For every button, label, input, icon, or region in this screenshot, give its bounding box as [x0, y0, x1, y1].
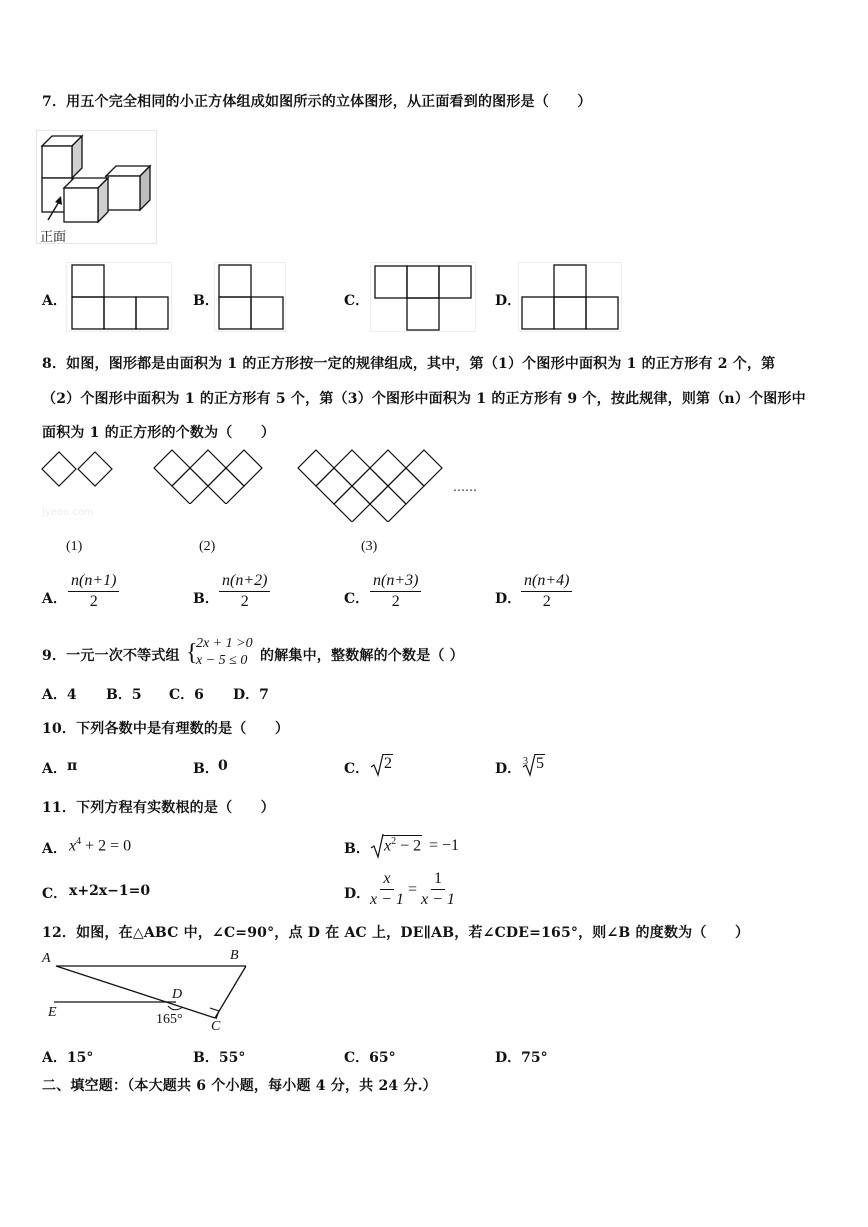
q10-stem: 10．下列各数中是有理数的是（ ）	[42, 721, 290, 737]
q12-triangle-figure	[36, 946, 258, 1038]
q12-option-a: A．15°	[42, 1050, 94, 1066]
q7-option-b-label: B．	[193, 293, 219, 309]
q8-option-c-numerator: n(n+3)	[370, 572, 421, 592]
q8-pattern-2	[152, 448, 264, 504]
q8-pattern-3-label: (3)	[361, 539, 378, 554]
q8-option-b-fraction	[219, 572, 270, 611]
q8-option-a-label: A．	[42, 591, 67, 607]
q7-option-c-label: C．	[344, 293, 370, 309]
front-view-label: 正面	[40, 230, 67, 245]
section-2-title: 二、填空题：（本大题共 6 个小题，每小题 4 分，共 24 分.）	[42, 1078, 437, 1094]
q8-ellipsis: ……	[453, 480, 477, 494]
q11-option-b-exponent: 2	[391, 836, 397, 847]
point-d-label: D	[172, 987, 183, 1002]
q9-system-brace: {	[186, 640, 198, 666]
q10-option-d-label: D．	[495, 761, 522, 777]
q11-option-c-equation: x+2x−1=0	[69, 883, 151, 899]
q9-stem-suffix: 的解集中，整数解的个数是（ ）	[260, 648, 464, 664]
q8-stem-line2: （2）个图形中面积为 1 的正方形有 5 个，第（3）个图形中面积为 1 的正方形有 9 个，按此规律，则第（n）个图形中	[42, 391, 806, 407]
q9-inequality-2: x − 5 ≤ 0	[196, 653, 248, 668]
q9-option-d: D．7	[233, 687, 269, 703]
q8-option-b-numerator: n(n+2)	[219, 572, 270, 592]
q11-option-a-rest: + 2 = 0	[81, 837, 132, 855]
q11-option-a-base: x	[69, 837, 77, 855]
q8-option-a-denominator: 2	[89, 593, 98, 610]
q8-pattern-3	[296, 448, 446, 522]
q9-system	[196, 635, 253, 669]
q11-option-d-left-fraction	[370, 870, 404, 909]
q8-pattern-1	[40, 450, 118, 490]
q7-option-d-figure	[518, 262, 622, 332]
q11-option-a-label: A．	[42, 841, 67, 857]
q7-option-c-figure	[370, 262, 476, 332]
q7-option-a-label: A．	[42, 293, 67, 309]
q10-option-d-radicand: 5	[536, 755, 544, 772]
point-e-label: E	[48, 1005, 57, 1020]
q8-stem-line1: 8．如图，图形都是由面积为 1 的正方形按一定的规律组成，其中，第（1）个图形中面积为 1 的正方形有 2 个，第	[42, 356, 776, 372]
q8-option-c-fraction	[370, 572, 421, 611]
q8-pattern-2-label: (2)	[199, 539, 216, 554]
q11-option-b-rhs: = −1	[425, 837, 460, 854]
q7-stem: 7．用五个完全相同的小正方体组成如图所示的立体图形，从正面看到的图形是（ ）	[42, 94, 592, 110]
sqrt-radical-icon	[370, 833, 384, 859]
q8-option-b-label: B．	[193, 591, 219, 607]
q9-stem-prefix: 9．一元一次不等式组	[42, 648, 180, 664]
point-b-label: B	[230, 948, 239, 963]
q11-option-c-label: C．	[42, 886, 68, 902]
q12-option-c: C．65°	[344, 1050, 396, 1066]
q11-option-a-equation	[69, 836, 131, 855]
q7-option-a-figure	[66, 262, 172, 332]
q8-option-a-numerator: n(n+1)	[68, 572, 119, 592]
q8-option-c-denominator: 2	[391, 593, 400, 610]
q10-option-c-radicand: 2	[384, 755, 392, 772]
angle-165-label: 165°	[156, 1012, 183, 1027]
point-c-label: C	[211, 1019, 221, 1034]
cube-root-radical-icon	[522, 753, 536, 777]
q11-option-d-equals: =	[408, 881, 418, 898]
q11-option-d-left-numerator: x	[380, 870, 393, 890]
q11-option-b-base: x	[384, 837, 392, 855]
q10-option-b-label: B．	[193, 761, 219, 777]
q8-option-a-fraction	[68, 572, 119, 611]
point-a-label: A	[42, 951, 51, 966]
q11-option-d-right-fraction	[421, 870, 455, 909]
q8-option-c-label: C．	[344, 591, 370, 607]
q7-option-d-label: D．	[495, 293, 522, 309]
q11-option-d-right-numerator: 1	[431, 870, 445, 890]
q10-option-c-label: C．	[344, 761, 370, 777]
q11-option-d-label: D．	[344, 886, 371, 902]
q10-option-b-value: 0	[218, 758, 228, 774]
q8-pattern-1-label: (1)	[66, 539, 83, 554]
q12-option-d: D．75°	[495, 1050, 548, 1066]
q12-option-b: B．55°	[193, 1050, 246, 1066]
q10-option-a-value: π	[67, 758, 78, 774]
q7-option-b-figure	[214, 262, 286, 332]
q11-option-b-radicand	[383, 835, 422, 855]
q9-option-c: C．6	[169, 687, 204, 703]
q9-option-a: A．4	[42, 687, 77, 703]
q12-stem: 12．如图，在△ABC 中，∠C=90°，点 D 在 AC 上，DE∥AB，若∠CDE=165°，则∠B 的度数为（ ）	[42, 925, 750, 941]
q8-option-d-numerator: n(n+4)	[521, 572, 572, 592]
q11-option-d-left-denominator: x − 1	[370, 891, 404, 908]
q11-option-a-exponent: 4	[76, 836, 82, 847]
q9-inequality-1: 2x + 1 >0	[196, 636, 253, 651]
q8-option-d-denominator: 2	[542, 593, 551, 610]
q8-stem-line3: 面积为 1 的正方形的个数为（ ）	[42, 425, 276, 441]
q11-option-d-right-denominator: x − 1	[421, 891, 455, 908]
sqrt-radical-icon	[370, 753, 384, 777]
watermark: Jyeoo.com	[42, 507, 94, 518]
q11-option-b-label: B．	[344, 841, 370, 857]
q11-option-b-radicand-rest: − 2	[396, 837, 422, 855]
q8-option-d-label: D．	[495, 591, 522, 607]
q8-option-b-denominator: 2	[240, 593, 249, 610]
q11-stem: 11．下列方程有实数根的是（ ）	[42, 800, 275, 816]
q8-option-d-fraction	[521, 572, 572, 611]
q10-option-d-index: 3	[523, 756, 528, 767]
q10-option-a-label: A．	[42, 761, 67, 777]
q9-option-b: B．5	[106, 687, 142, 703]
